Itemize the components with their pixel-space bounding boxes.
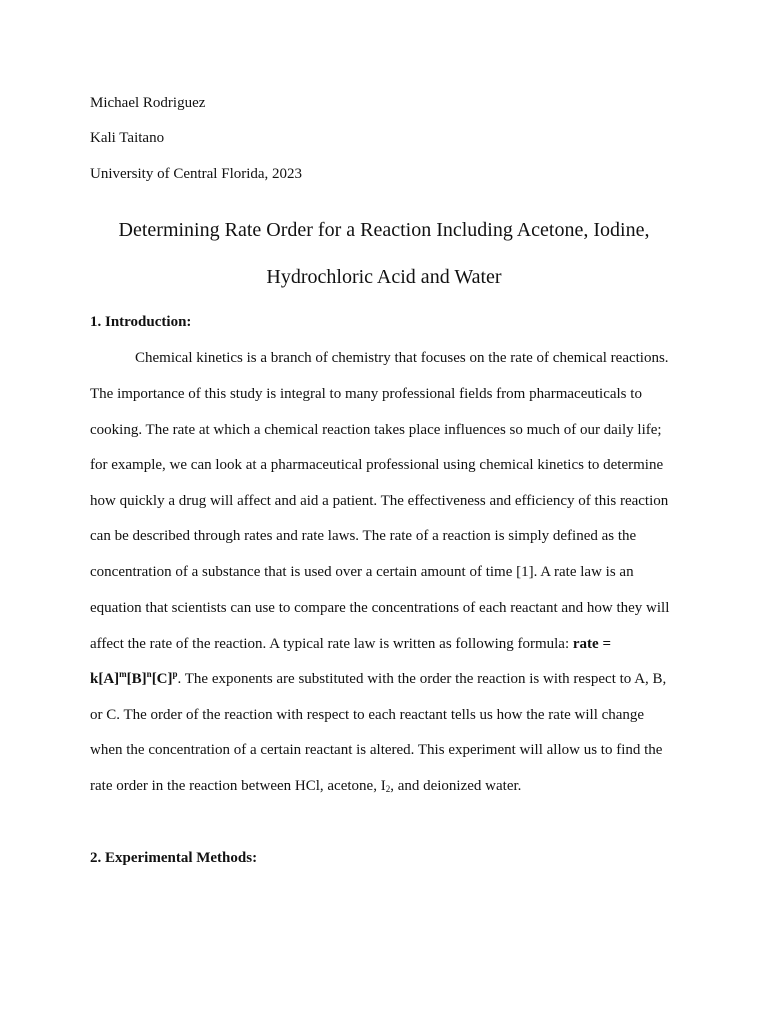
intro-line-3: cooking. The rate at which a chemical reaction takes place influences so much of our daily life; xyxy=(90,422,662,438)
intro-line-6: can be described through rates and rate laws. The rate of a reaction is simply defined as the xyxy=(90,528,637,544)
formula-k-a: k[A] xyxy=(90,671,120,687)
intro-line-9 xyxy=(90,634,611,654)
intro-line-12: when the concentration of a certain reactant is altered. This experiment will allow us to find the xyxy=(90,742,663,758)
exponent-m: m xyxy=(119,669,127,679)
intro-line-11: or C. The order of the reaction with respect to each reactant tells us how the rate will change xyxy=(90,707,645,723)
intro-line-1: Chemical kinetics is a branch of chemistry that focuses on the rate of chemical reactions. xyxy=(135,350,669,366)
introduction-heading: 1. Introduction: xyxy=(90,314,192,330)
rate-formula-start: rate = xyxy=(572,636,611,652)
intro-line-13-pre: rate order in the reaction between HCl, acetone, I xyxy=(90,778,386,794)
exponent-p: p xyxy=(172,669,178,679)
intro-line-13 xyxy=(90,776,521,796)
intro-line-7: concentration of a substance that is used over a certain amount of time [1]. A rate law is an xyxy=(90,564,634,580)
intro-line-9-text: affect the rate of the reaction. A typical rate law is written as following formula: xyxy=(90,636,573,652)
intro-line-13-post: , and deionized water. xyxy=(390,778,522,794)
intro-line-10-rest: . The exponents are substituted with the order the reaction is with respect to A, B, xyxy=(177,671,667,687)
iodine-subscript: 2 xyxy=(385,784,391,794)
intro-line-4: for example, we can look at a pharmaceutical professional using chemical kinetics to determine xyxy=(90,457,664,473)
formula-b: [B] xyxy=(126,671,147,687)
paper-title-line-1: Determining Rate Order for a Reaction Including Acetone, Iodine, xyxy=(118,219,650,241)
affiliation-line: University of Central Florida, 2023 xyxy=(90,166,303,182)
methods-heading: 2. Experimental Methods: xyxy=(90,850,258,866)
exponent-n: n xyxy=(146,669,152,679)
author-name-2: Kali Taitano xyxy=(90,130,165,146)
intro-line-2: The importance of this study is integral to many professional fields from pharmaceuticals to xyxy=(90,386,642,402)
formula-c: [C] xyxy=(151,671,173,687)
intro-line-5: how quickly a drug will affect and aid a patient. The effectiveness and efficiency of this reaction xyxy=(90,493,669,509)
author-name-1: Michael Rodriguez xyxy=(90,95,206,111)
intro-line-10 xyxy=(90,669,666,689)
rate-formula xyxy=(90,671,178,687)
paper-title-line-2: Hydrochloric Acid and Water xyxy=(266,266,502,288)
intro-line-8: equation that scientists can use to compare the concentrations of each reactant and how they will xyxy=(90,600,670,616)
